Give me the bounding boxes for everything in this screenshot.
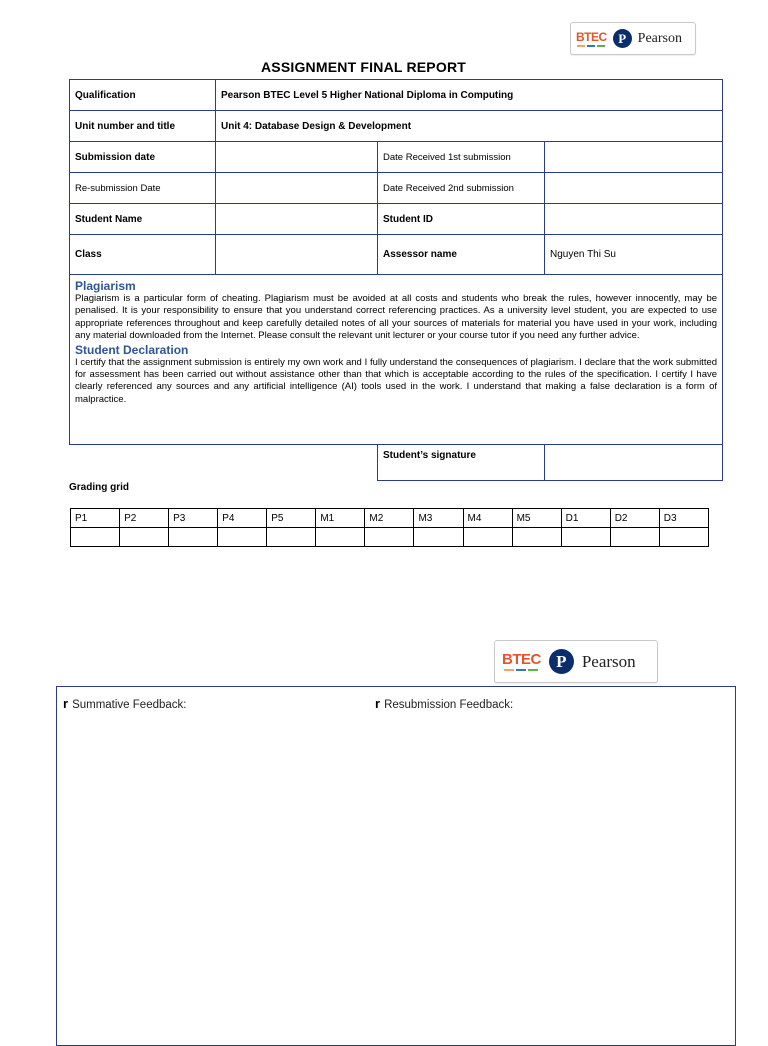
qualification-label: Qualification	[70, 80, 216, 111]
date-received-2-field[interactable]	[545, 173, 723, 204]
grade-cell-p2[interactable]	[120, 528, 169, 547]
class-label: Class	[70, 235, 216, 275]
student-name-label: Student Name	[70, 204, 216, 235]
signature-field[interactable]	[545, 445, 723, 481]
signature-label: Student’s signature	[378, 445, 545, 481]
student-id-label: Student ID	[378, 204, 545, 235]
declaration-heading: Student Declaration	[75, 342, 189, 357]
grade-header-p1: P1	[71, 509, 120, 528]
submission-date-label: Submission date	[70, 142, 216, 173]
btec-subline	[577, 45, 605, 47]
plagiarism-heading: Plagiarism	[75, 279, 136, 293]
btec-wordmark: BTEC	[576, 29, 607, 44]
grade-cell-m4[interactable]	[463, 528, 512, 547]
btec-wordmark-2: BTEC	[502, 651, 541, 668]
summative-feedback-text: Summative Feedback:	[72, 699, 187, 711]
submission-date-field[interactable]	[216, 142, 378, 173]
grade-cell-p4[interactable]	[218, 528, 267, 547]
summative-checkbox-icon[interactable]: r	[63, 696, 69, 711]
grade-header-m2: M2	[365, 509, 414, 528]
pearson-wordmark-2: Pearson	[581, 651, 636, 671]
grade-cell-m3[interactable]	[414, 528, 463, 547]
resubmission-row	[70, 173, 723, 204]
pearson-wordmark: Pearson	[637, 30, 682, 46]
date-received-1-field[interactable]	[545, 142, 723, 173]
assessor-label: Assessor name	[378, 235, 545, 275]
resubmission-date-label: Re-submission Date	[70, 173, 216, 204]
grade-cell-p5[interactable]	[267, 528, 316, 547]
pearson-p-icon-2: P	[549, 649, 574, 674]
grade-cell-d3[interactable]	[659, 528, 708, 547]
grade-header-d1: D1	[561, 509, 610, 528]
unit-label: Unit number and title	[70, 111, 216, 142]
grade-header-m5: M5	[512, 509, 561, 528]
grade-header-m3: M3	[414, 509, 463, 528]
btec-subline-2	[504, 669, 538, 671]
grade-header-m1: M1	[316, 509, 365, 528]
plagiarism-text: Plagiarism is a particular form of cheating. Plagiarism must be avoided at all costs and students who break the rules, however innocently, may be penalised. It is your responsibility to ensure that you understand correct referencing practices. As a university level student, you are expected to use appropriate references throughout and keep carefully detailed notes of all your sources of materials for material you have used in your work, including any material downloaded from the Internet. Please consult the relevant unit lecturer or your course tutor if you need any further advice.	[75, 293, 718, 342]
plagiarism-declaration-box	[70, 275, 723, 445]
grading-grid	[70, 508, 709, 547]
unit-row	[70, 111, 723, 142]
grade-cell-m1[interactable]	[316, 528, 365, 547]
student-row	[70, 204, 723, 235]
feedback-box[interactable]	[56, 686, 736, 1046]
assignment-info-table	[69, 79, 723, 481]
qualification-value: Pearson BTEC Level 5 Higher National Diploma in Computing	[216, 80, 723, 111]
grade-header-p3: P3	[169, 509, 218, 528]
btec-logo	[576, 31, 607, 47]
grading-grid-label: Grading grid	[69, 482, 129, 493]
grade-header-p2: P2	[120, 509, 169, 528]
grade-header-p5: P5	[267, 509, 316, 528]
grading-value-row	[71, 528, 709, 547]
grade-header-p4: P4	[218, 509, 267, 528]
student-id-field[interactable]	[545, 204, 723, 235]
grade-cell-p1[interactable]	[71, 528, 120, 547]
pearson-p-icon: P	[613, 29, 632, 48]
student-name-field[interactable]	[216, 204, 378, 235]
resubmission-feedback-label	[375, 696, 513, 711]
class-row	[70, 235, 723, 275]
grade-cell-d1[interactable]	[561, 528, 610, 547]
grade-cell-p3[interactable]	[169, 528, 218, 547]
resubmission-date-field[interactable]	[216, 173, 378, 204]
grade-header-d3: D3	[659, 509, 708, 528]
grade-header-m4: M4	[463, 509, 512, 528]
date-received-1-label: Date Received 1st submission	[378, 142, 545, 173]
signature-row	[70, 445, 723, 481]
submission-row	[70, 142, 723, 173]
date-received-2-label: Date Received 2nd submission	[378, 173, 545, 204]
grade-cell-m2[interactable]	[365, 528, 414, 547]
summative-feedback-label	[63, 696, 186, 711]
unit-value: Unit 4: Database Design & Development	[216, 111, 723, 142]
grade-cell-m5[interactable]	[512, 528, 561, 547]
btec-pearson-logo-2	[494, 640, 658, 683]
grade-header-d2: D2	[610, 509, 659, 528]
declaration-row	[70, 275, 723, 445]
resubmission-feedback-text: Resubmission Feedback:	[384, 699, 514, 711]
declaration-text: I certify that the assignment submission is entirely my own work and I fully understand the consequences of plagiarism. I declare that the work submitted for assessment has been carried out without assistance other than that which is acceptable according to the rules of the specification. I certify I have clearly referenced any sources and any artificial intelligence (AI) tools used in the work. I understand that making a false declaration is a form of malpractice.	[75, 356, 718, 405]
class-field[interactable]	[216, 235, 378, 275]
resubmission-checkbox-icon[interactable]: r	[375, 696, 381, 711]
assessor-value: Nguyen Thi Su	[545, 235, 723, 275]
page-title: ASSIGNMENT FINAL REPORT	[260, 59, 467, 75]
signature-spacer	[70, 445, 378, 481]
qualification-row	[70, 80, 723, 111]
grade-cell-d2[interactable]	[610, 528, 659, 547]
btec-logo-2	[502, 652, 541, 671]
btec-pearson-logo	[570, 22, 696, 55]
grading-header-row	[71, 509, 709, 528]
